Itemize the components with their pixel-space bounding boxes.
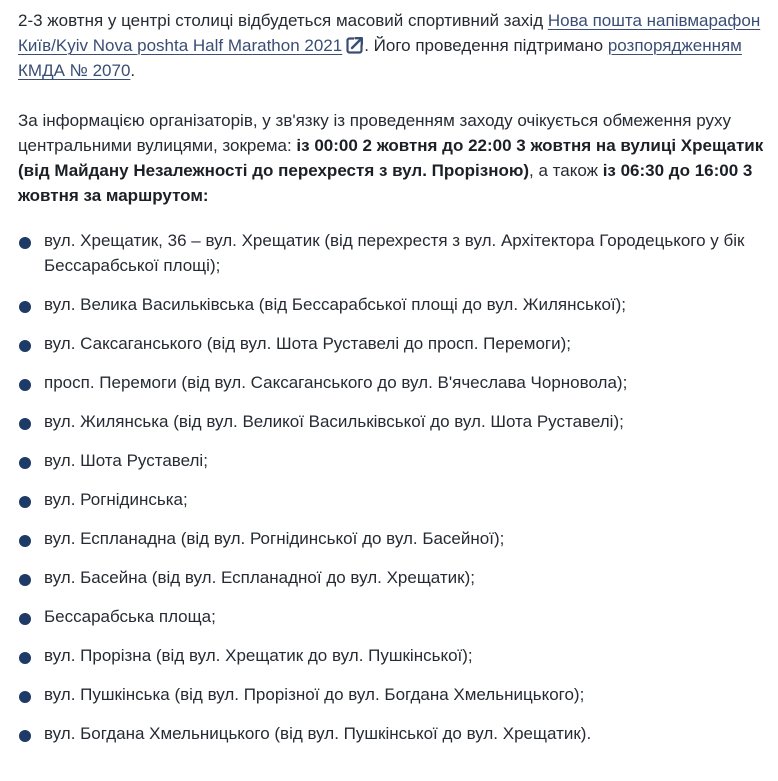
list-item [18,487,770,512]
info-bold-period-2: із 06:30 до 16:00 3 жовтня за маршрутом: [18,161,753,205]
bullet-icon [19,691,31,703]
intro-text-end: . [130,61,136,80]
bullet-icon [19,574,31,586]
list-item [18,409,770,434]
event-link[interactable]: Нова пошта напівмарафон Київ/Kyiv Nova poshta Half Marathon 2021 [18,11,761,55]
route-text: Бессарабська площа; [44,607,216,626]
list-item [18,331,770,356]
bullet-icon [19,496,31,508]
info-text-part1: За інформацією організаторів, у зв'язку із проведенням заходу очікується обмеження руху центральними вулицями, зокрема: [18,111,731,155]
info-paragraph [18,108,770,208]
list-item [18,292,770,317]
route-text: вул. Шота Руставелі; [44,451,208,470]
order-link[interactable]: розпорядженням КМДА № 2070 [18,36,742,80]
info-bold-period-1: із 00:00 2 жовтня до 22:00 3 жовтня на вулиці Хрещатик (від Майдану Незалежності до перехрестя з вул. Прорізною) [18,136,764,180]
bullet-icon [19,613,31,625]
route-text: вул. Еспланадна (від вул. Рогнідинської до вул. Басейної); [44,529,505,548]
route-text: вул. Хрещатик, 36 – вул. Хрещатик (від перехрестя з вул. Архітектора Городецького у бік Бессарабської площі); [44,231,745,275]
route-text: вул. Прорізна (від вул. Хрещатик до вул. Пушкінської); [44,646,473,665]
route-text: вул. Жилянська (від вул. Великої Васильківської до вул. Шота Руставелі); [44,412,624,431]
list-item [18,565,770,590]
bullet-icon [19,730,31,742]
intro-text-after-link: . Його проведення підтримано [364,36,608,55]
intro-text-before-link: 2-3 жовтня у центрі столиці відбудеться масовий спортивний захід [18,11,548,30]
route-text: вул. Богдана Хмельницького (від вул. Пушкінської до вул. Хрещатик). [44,724,592,743]
bullet-icon [19,237,31,249]
bullet-icon [19,340,31,352]
bullet-icon [19,535,31,547]
info-text-part2: , а також [529,161,603,180]
route-text: вул. Басейна (від вул. Еспланадної до вул. Хрещатик); [44,568,475,587]
list-item [18,604,770,629]
route-list [18,228,770,746]
bullet-icon [19,652,31,664]
bullet-icon [19,457,31,469]
route-text: просп. Перемоги (від вул. Саксаганського до вул. В'ячеслава Чорновола); [44,373,628,392]
route-text: вул. Саксаганського (від вул. Шота Руставелі до просп. Перемоги); [44,334,571,353]
article-body [18,8,770,760]
list-item [18,370,770,395]
route-text: вул. Велика Васильківська (від Бессарабської площі до вул. Жилянської); [44,295,627,314]
intro-paragraph [18,8,770,83]
list-item [18,228,770,278]
external-link-icon[interactable] [346,36,364,54]
bullet-icon [19,301,31,313]
route-text: вул. Пушкінська (від вул. Прорізної до вул. Богдана Хмельницького); [44,685,585,704]
bullet-icon [19,418,31,430]
list-item [18,526,770,551]
list-item [18,448,770,473]
list-item [18,721,770,746]
route-text: вул. Рогнідинська; [44,490,188,509]
list-item [18,643,770,668]
bullet-icon [19,379,31,391]
list-item [18,682,770,707]
